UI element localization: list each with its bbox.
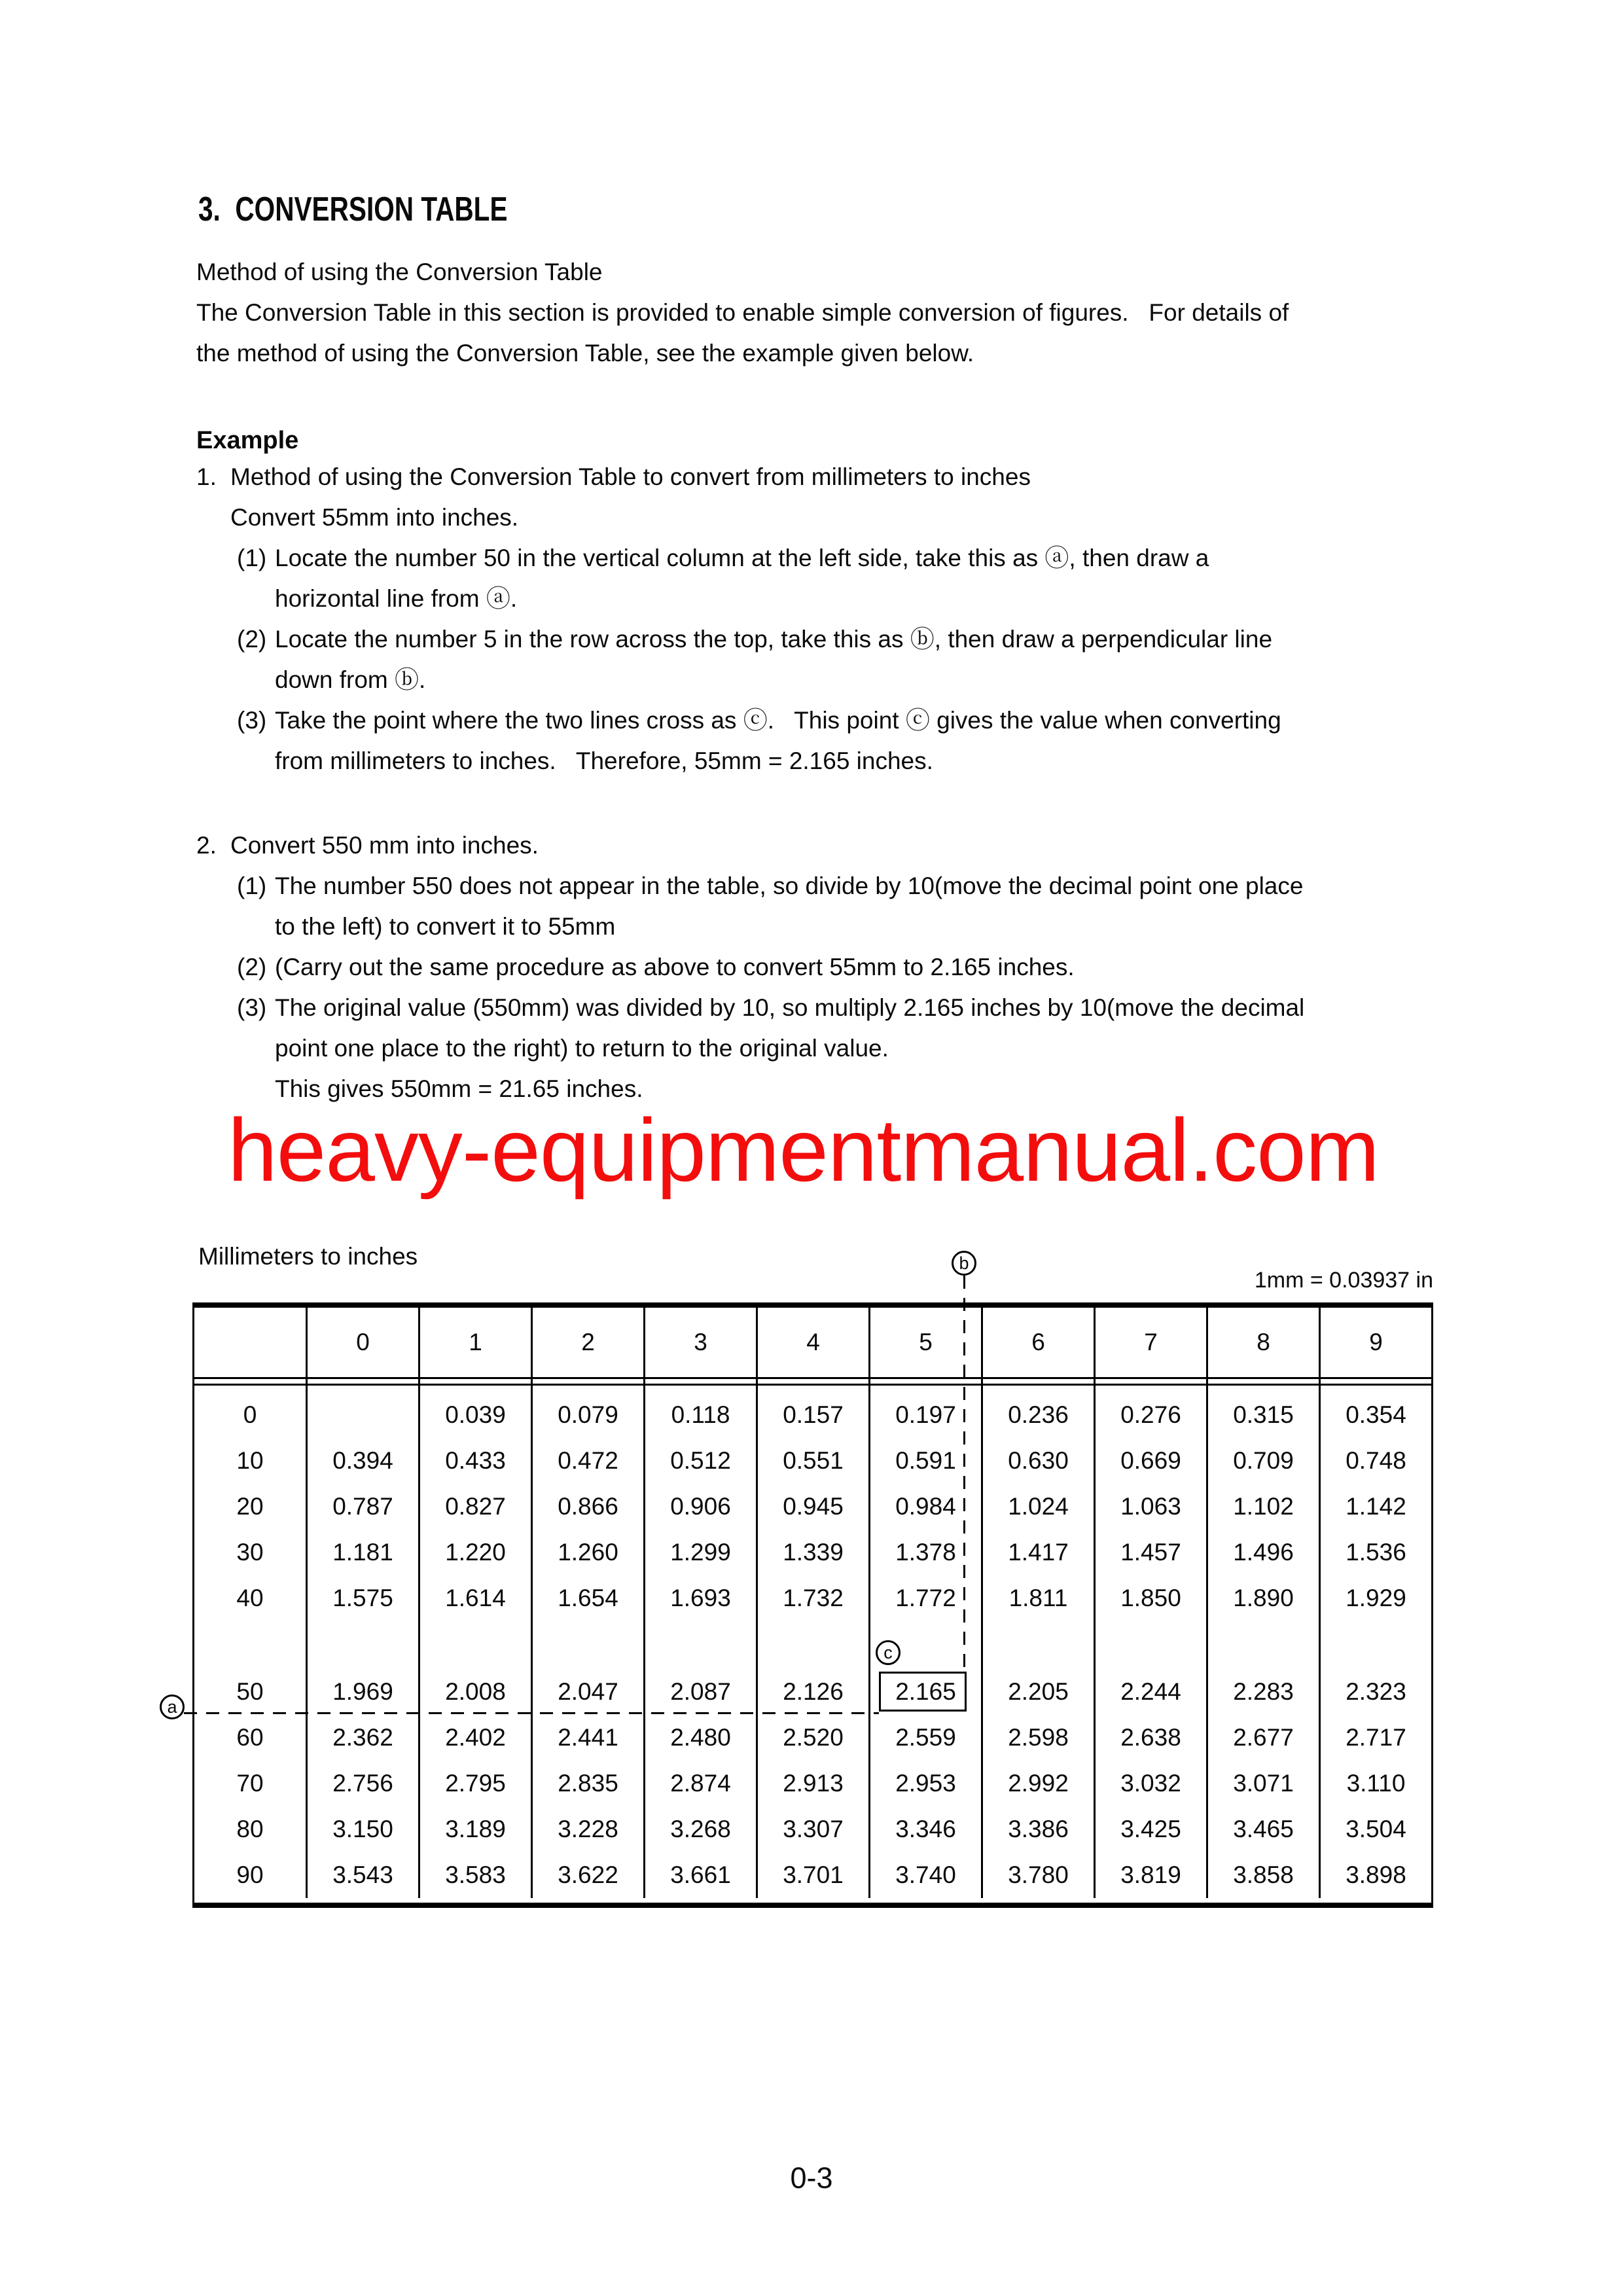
intro-paragraph (196, 252, 1492, 374)
spacer-cell (1319, 1386, 1431, 1392)
table-cell: 0.591 (868, 1438, 981, 1484)
col-header: 1 (418, 1308, 531, 1377)
table-cell: 1.102 (1206, 1484, 1319, 1530)
spacer-cell (306, 1386, 418, 1392)
table-cell: 2.953 (868, 1761, 981, 1806)
header-separator (756, 1377, 868, 1386)
conversion-grid (194, 1308, 1431, 1903)
table-cell: 1.732 (756, 1575, 868, 1621)
table-cell: 3.032 (1094, 1761, 1206, 1806)
header-separator (1206, 1377, 1319, 1386)
table-cell: 3.504 (1319, 1806, 1431, 1852)
col-header: 6 (981, 1308, 1094, 1377)
table-cell: 3.583 (418, 1852, 531, 1898)
col-header: 8 (1206, 1308, 1319, 1377)
list-marker: (2) (237, 954, 267, 980)
table-cell: 0.118 (643, 1392, 756, 1438)
text-line (196, 700, 1492, 741)
table-cell: 1.220 (418, 1530, 531, 1575)
spacer-cell (643, 1386, 756, 1392)
gap-row-cell (418, 1621, 531, 1669)
table-cell: 2.047 (531, 1669, 643, 1715)
text-line (196, 293, 1492, 333)
table-cell: 0.748 (1319, 1438, 1431, 1484)
table-cell: 0.630 (981, 1438, 1094, 1484)
header-separator (306, 1377, 418, 1386)
spacer-cell (756, 1386, 868, 1392)
table-cell: 3.465 (1206, 1806, 1319, 1852)
text-run: Take the point where the two lines cross as ⓒ. This point ⓒ gives the value when converting (275, 707, 1281, 734)
table-cell: 1.417 (981, 1530, 1094, 1575)
table-cell: 0.197 (868, 1392, 981, 1438)
text-line (196, 988, 1492, 1028)
col-header: 4 (756, 1308, 868, 1377)
list-marker: 2. (196, 832, 217, 859)
page-title (198, 191, 595, 228)
table-cell: 3.071 (1206, 1761, 1319, 1806)
header-separator (643, 1377, 756, 1386)
table-cell: 2.126 (756, 1669, 868, 1715)
text-line (196, 825, 1492, 866)
table-cell: 1.929 (1319, 1575, 1431, 1621)
spacer-cell (531, 1386, 643, 1392)
row-label: 30 (236, 1539, 264, 1566)
gap-row-cell (1206, 1621, 1319, 1669)
table-cell: 0.157 (756, 1392, 868, 1438)
col-header: 0 (306, 1308, 418, 1377)
text-run: The original value (550mm) was divided by 10, so multiply 2.165 inches by 10(move the decimal (275, 994, 1305, 1021)
example-item-1 (196, 457, 1492, 781)
header-separator (418, 1377, 531, 1386)
table-cell: 2.165 (868, 1669, 981, 1715)
table-cell: 1.693 (643, 1575, 756, 1621)
row-label: 50 (236, 1678, 264, 1705)
table-cell: 0.945 (756, 1484, 868, 1530)
text-run: The number 550 does not appear in the table, so divide by 10(move the decimal point one place (275, 872, 1304, 899)
col-header: 5 (868, 1308, 981, 1377)
table-cell: 3.189 (418, 1806, 531, 1852)
text-run: point one place to the right) to return to the original value. (275, 1035, 889, 1062)
header-separator (981, 1377, 1094, 1386)
table-cell: 2.638 (1094, 1715, 1206, 1761)
text-run: Method of using the Conversion Table (196, 259, 603, 285)
table-cell: 1.142 (1319, 1484, 1431, 1530)
table-cell: 0.827 (418, 1484, 531, 1530)
gap-row-cell (1094, 1621, 1206, 1669)
gap-row-cell (1319, 1621, 1431, 1669)
table-cell: 1.850 (1094, 1575, 1206, 1621)
gap-row-cell (531, 1621, 643, 1669)
text-run: Convert 550 mm into inches. (230, 832, 539, 859)
table-cell: 1.339 (756, 1530, 868, 1575)
text-line (196, 497, 1492, 538)
table-cell: 1.654 (531, 1575, 643, 1621)
table-cell: 0.669 (1094, 1438, 1206, 1484)
table-cell: 3.819 (1094, 1852, 1206, 1898)
table-cell: 0.039 (418, 1392, 531, 1438)
row-label: 0 (243, 1401, 257, 1428)
table-cell: 3.622 (531, 1852, 643, 1898)
table-cell: 1.811 (981, 1575, 1094, 1621)
text-line (196, 579, 1492, 619)
example-item-2 (196, 825, 1492, 1109)
row-label: 60 (236, 1724, 264, 1751)
list-marker: 1. (196, 463, 217, 490)
spacer-cell (1094, 1386, 1206, 1392)
text-run: The Conversion Table in this section is provided to enable simple conversion of figures. For details of (196, 299, 1289, 326)
list-marker: (3) (237, 707, 267, 734)
table-cell: 1.181 (306, 1530, 418, 1575)
table-cell: 3.780 (981, 1852, 1094, 1898)
horizontal-dashed-guide-line (184, 1712, 879, 1714)
text-run: Convert 55mm into inches. (230, 504, 519, 531)
table-cell: 2.598 (981, 1715, 1094, 1761)
row-label: 20 (236, 1493, 264, 1520)
spacer-cell (418, 1386, 531, 1392)
table-cell: 3.307 (756, 1806, 868, 1852)
table-cell: 1.536 (1319, 1530, 1431, 1575)
table-cell: 0.472 (531, 1438, 643, 1484)
table-cell: 0.433 (418, 1438, 531, 1484)
gap-row-cell (194, 1621, 306, 1669)
text-run: from millimeters to inches. Therefore, 55mm = 2.165 inches. (275, 747, 933, 774)
text-run: down from ⓑ. (275, 666, 426, 693)
table-cell: 3.150 (306, 1806, 418, 1852)
text-run: This gives 550mm = 21.65 inches. (275, 1075, 643, 1102)
table-caption: Millimeters to inches (198, 1243, 418, 1270)
text-run: (Carry out the same procedure as above to convert 55mm to 2.165 inches. (275, 954, 1075, 980)
spacer-cell (981, 1386, 1094, 1392)
table-cell: 0.906 (643, 1484, 756, 1530)
table-cell: 3.386 (981, 1806, 1094, 1852)
table-cell: 0.984 (868, 1484, 981, 1530)
text-line (196, 866, 1492, 906)
table-cell: 2.717 (1319, 1715, 1431, 1761)
text-line (196, 457, 1492, 497)
text-line (196, 741, 1492, 781)
table-cell: 3.346 (868, 1806, 981, 1852)
spacer-cell (1206, 1386, 1319, 1392)
text-run: the method of using the Conversion Table, see the example given below. (196, 340, 974, 367)
table-cell: 1.890 (1206, 1575, 1319, 1621)
table-cell: 3.228 (531, 1806, 643, 1852)
list-marker: (1) (237, 872, 267, 899)
table-cell: 3.858 (1206, 1852, 1319, 1898)
table-cell: 2.205 (981, 1669, 1094, 1715)
list-marker: (2) (237, 626, 267, 653)
table-cell: 0.551 (756, 1438, 868, 1484)
table-cell: 2.244 (1094, 1669, 1206, 1715)
table-cell: 2.008 (418, 1669, 531, 1715)
marker-c-circle: c (876, 1640, 901, 1665)
table-cell: 2.362 (306, 1715, 418, 1761)
page-number: 0-3 (790, 2161, 833, 2195)
table-cell: 3.701 (756, 1852, 868, 1898)
text-run: to the left) to convert it to 55mm (275, 913, 616, 940)
table-cell: 2.677 (1206, 1715, 1319, 1761)
table-cell: 0.276 (1094, 1392, 1206, 1438)
row-label: 40 (236, 1585, 264, 1611)
gap-row-cell (306, 1621, 418, 1669)
page-title-text: 3. CONVERSION TABLE (198, 190, 508, 228)
table-cell: 0.079 (531, 1392, 643, 1438)
table-cell: 1.457 (1094, 1530, 1206, 1575)
corner-cell (194, 1308, 306, 1377)
text-run: Locate the number 50 in the vertical column at the left side, take this as ⓐ, then draw a (275, 545, 1209, 571)
table-cell: 1.614 (418, 1575, 531, 1621)
text-line (196, 333, 1492, 374)
table-cell: 1.969 (306, 1669, 418, 1715)
table-cell: 0.354 (1319, 1392, 1431, 1438)
col-header: 2 (531, 1308, 643, 1377)
col-header: 7 (1094, 1308, 1206, 1377)
text-line (196, 538, 1492, 579)
text-line (196, 660, 1492, 700)
table-cell: 0.709 (1206, 1438, 1319, 1484)
list-marker: (1) (237, 545, 267, 571)
gap-row-cell (643, 1621, 756, 1669)
table-cell: 1.024 (981, 1484, 1094, 1530)
marker-b-circle: b (952, 1251, 976, 1276)
table-cell: 2.283 (1206, 1669, 1319, 1715)
table-cell: 0.315 (1206, 1392, 1319, 1438)
table-cell: 1.063 (1094, 1484, 1206, 1530)
example-heading: Example (196, 427, 299, 454)
table-cell: 1.378 (868, 1530, 981, 1575)
header-separator (1094, 1377, 1206, 1386)
header-separator (1319, 1377, 1431, 1386)
text-line (196, 947, 1492, 988)
table-cell: 1.260 (531, 1530, 643, 1575)
table-cell: 3.425 (1094, 1806, 1206, 1852)
text-line (196, 252, 1492, 293)
text-line (196, 619, 1492, 660)
table-cell: 0.236 (981, 1392, 1094, 1438)
table-cell: 1.496 (1206, 1530, 1319, 1575)
table-cell: 2.520 (756, 1715, 868, 1761)
table-cell: 3.543 (306, 1852, 418, 1898)
vertical-dashed-guide-line (963, 1276, 965, 1672)
watermark-text: heavy-equipmentmanual.com (228, 1100, 1380, 1200)
table-cell: 3.661 (643, 1852, 756, 1898)
table-cell: 2.559 (868, 1715, 981, 1761)
row-label: 10 (236, 1447, 264, 1474)
table-cell: 2.992 (981, 1761, 1094, 1806)
text-line (196, 906, 1492, 947)
gap-row-cell (756, 1621, 868, 1669)
table-cell: 3.268 (643, 1806, 756, 1852)
table-cell: 0.394 (306, 1438, 418, 1484)
table-cell (306, 1392, 418, 1438)
table-cell: 3.740 (868, 1852, 981, 1898)
table-cell: 1.299 (643, 1530, 756, 1575)
col-header: 3 (643, 1308, 756, 1377)
col-header: 9 (1319, 1308, 1431, 1377)
spacer-cell (194, 1386, 306, 1392)
table-cell: 0.787 (306, 1484, 418, 1530)
table-cell: 2.441 (531, 1715, 643, 1761)
list-marker: (3) (237, 994, 267, 1021)
table-cell: 2.913 (756, 1761, 868, 1806)
unit-conversion-note: 1mm = 0.03937 in (1254, 1268, 1433, 1293)
table-cell: 0.866 (531, 1484, 643, 1530)
text-line (196, 1028, 1492, 1069)
row-label: 70 (236, 1770, 264, 1797)
highlighted-cell-box (879, 1672, 967, 1712)
gap-row-cell (981, 1621, 1094, 1669)
table-cell: 1.575 (306, 1575, 418, 1621)
table-cell: 3.110 (1319, 1761, 1431, 1806)
text-run: Locate the number 5 in the row across the top, take this as ⓑ, then draw a perpendicular line (275, 626, 1273, 653)
table-cell: 1.772 (868, 1575, 981, 1621)
table-cell: 2.402 (418, 1715, 531, 1761)
table-cell: 2.480 (643, 1715, 756, 1761)
table-cell: 2.835 (531, 1761, 643, 1806)
row-label: 80 (236, 1816, 264, 1842)
header-separator (194, 1377, 306, 1386)
table-cell: 0.512 (643, 1438, 756, 1484)
text-run: Method of using the Conversion Table to convert from millimeters to inches (230, 463, 1031, 490)
table-cell: 2.874 (643, 1761, 756, 1806)
table-cell: 3.898 (1319, 1852, 1431, 1898)
table-cell: 2.795 (418, 1761, 531, 1806)
table-cell: 2.087 (643, 1669, 756, 1715)
table-cell: 2.756 (306, 1761, 418, 1806)
table-cell: 2.323 (1319, 1669, 1431, 1715)
text-run: horizontal line from ⓐ. (275, 585, 518, 612)
row-label: 90 (236, 1861, 264, 1888)
marker-a-circle: a (160, 1695, 185, 1719)
header-separator (531, 1377, 643, 1386)
